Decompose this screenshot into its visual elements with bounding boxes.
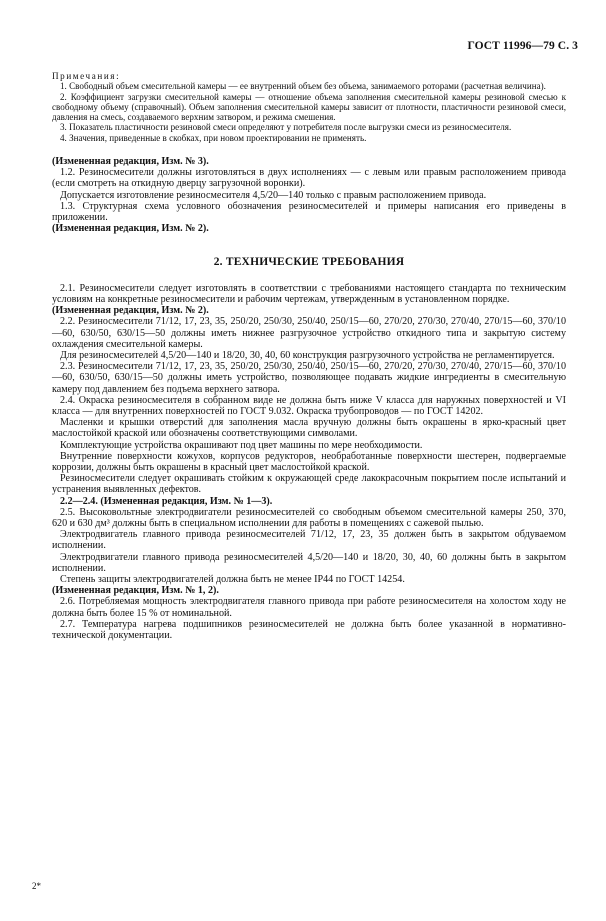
clause-2-1: 2.1. Резиносмесители следует изготовлять в соответствии с требованиями настоящего стандарта по техническим условиям на конкретные резиносмесители и рабочим чертежам, утвержденным в установленном порядке. — [52, 282, 566, 305]
clause-2-5-a: Электродвигатель главного привода резиносмесителей 71/12, 17, 23, 35 должен быть в закрытом обдуваемом исполнении. — [52, 529, 566, 552]
clause-2-2: 2.2. Резиносмесители 71/12, 17, 23, 35, 250/20, 250/30, 250/40, 250/15—60, 270/20, 270/30, 270/40, 270/15—60, 370/10—60, 630/50, 630/15—50 должны иметь нижнее разгрузочное устройство откидного типа и закрытую систему охлаждения смесительной камеры. — [52, 316, 566, 350]
note-2: 2. Коэффициент загрузки смесительной камеры — отношение объема заполнения смесительной камеры резиновой смесью к свободному объему (справочный). Объем заполнения смесительной камеры зависит от плотности, пластичности резиновой смеси, давления на смесь, создаваемого верхним затвором, и режима смешения. — [52, 91, 566, 123]
page-footer-mark: 2* — [32, 881, 41, 891]
clause-2-4-b: Комплектующие устройства окрашивают под цвет машины по мере необходимости. — [60, 439, 423, 451]
amendment-note-3: (Измененная редакция, Изм. № 3). — [52, 156, 209, 168]
section-title: 2. ТЕХНИЧЕСКИЕ ТРЕБОВАНИЯ — [213, 255, 405, 268]
clause-1-2: 1.2. Резиносмесители должны изготовляться в двух исполнениях — с левым или правым расположением привода (если смотреть на откидную дверцу загрузочной воронки). — [52, 167, 566, 190]
clause-2-4-d: Резиносмесители следует окрашивать стойким к окружающей среде лакокрасочным покрытием после испытаний и устранения выявленных дефектов. — [52, 473, 566, 496]
clause-2-5-b: Электродвигатели главного привода резиносмесителей 4,5/20—140 и 18/20, 30, 40, 60 должны быть в закрытом исполнении. — [52, 551, 566, 574]
clause-2-7: 2.7. Температура нагрева подшипников резиносмесителей не должна быть более указанной в нормативно-технической документации. — [52, 618, 566, 641]
page-header: ГОСТ 11996—79 С. 3 — [467, 40, 578, 52]
note-1: 1. Свободный объем смесительной камеры — ее внутренний объем без объема, занимаемого роторами (расчетная величина). — [60, 81, 546, 92]
clause-1-3: 1.3. Структурная схема условного обозначения резиносмесителей и примеры написания его приведены в приложении. — [52, 200, 566, 224]
document-body — [52, 71, 566, 641]
amendment-note-1-3: 2.2—2.4. (Измененная редакция, Изм. № 1—3). — [60, 495, 273, 507]
clause-2-5: 2.5. Высоковольтные электродвигатели резиносмесителей со свободным объемом смесительной камеры 250, 370, 620 и 630 дм³ должны быть в специальном исполнении для работы в помещениях с сажевой пылью. — [52, 506, 566, 529]
amendment-note-2a: (Измененная редакция, Изм. № 2). — [52, 223, 209, 235]
clause-2-4-a: Масленки и крышки отверстий для заполнения масла вручную должны быть окрашены в ярко-красный цвет маслостойкой краской или обозначены соответствующими символами. — [52, 417, 566, 440]
clause-2-2-addition: Для резиносмесителей 4,5/20—140 и 18/20, 30, 40, 60 конструкция разгрузочного устройства не регламентируется. — [60, 349, 555, 361]
clause-1-2-addition: Допускается изготовление резиносмесителя 4,5/20—140 только с правым расположением привода. — [60, 189, 487, 201]
clause-2-4: 2.4. Окраска резиносмесителя в собранном виде не должна быть ниже V класса для наружных поверхностей и VI класса — для внутренних поверхностей по ГОСТ 9.032. Окраска трубопроводов — по ГОСТ 14202. — [52, 394, 566, 417]
notes-title: Примечания: — [52, 71, 121, 81]
note-3: 3. Показатель пластичности резиновой смеси определяют у потребителя после выгрузки смеси из резиносмесителя. — [60, 122, 512, 133]
amendment-note-1-2: (Измененная редакция, Изм. № 1, 2). — [52, 585, 219, 597]
amendment-note-2b: (Измененная редакция, Изм. № 2). — [52, 305, 209, 317]
clause-2-6: 2.6. Потребляемая мощность электродвигателя главного привода при работе резиносмесителя на холостом ходу не должна быть более 15 % от номинальной. — [52, 596, 566, 619]
note-4: 4. Значения, приведенные в скобках, при новом проектировании не применять. — [60, 132, 367, 143]
clause-2-4-c: Внутренние поверхности кожухов, корпусов редукторов, необработанные поверхности шестерен, подвергаемые коррозии, должны быть окрашены в красный цвет маслостойкой краской. — [52, 450, 566, 473]
clause-2-3: 2.3. Резиносмесители 71/12, 17, 23, 35, 250/20, 250/30, 250/40, 250/15—60, 270/20, 270/30, 270/40, 270/15—60, 370/10—60, 630/50, 630/15—50 должны иметь устройство, позволяющее подавать жидкие ингредиенты в смесительную камеру под давлением без подъема верхнего затвора. — [52, 361, 566, 395]
clause-2-5-c: Степень защиты электродвигателей должна быть не менее IP44 по ГОСТ 14254. — [60, 573, 405, 585]
